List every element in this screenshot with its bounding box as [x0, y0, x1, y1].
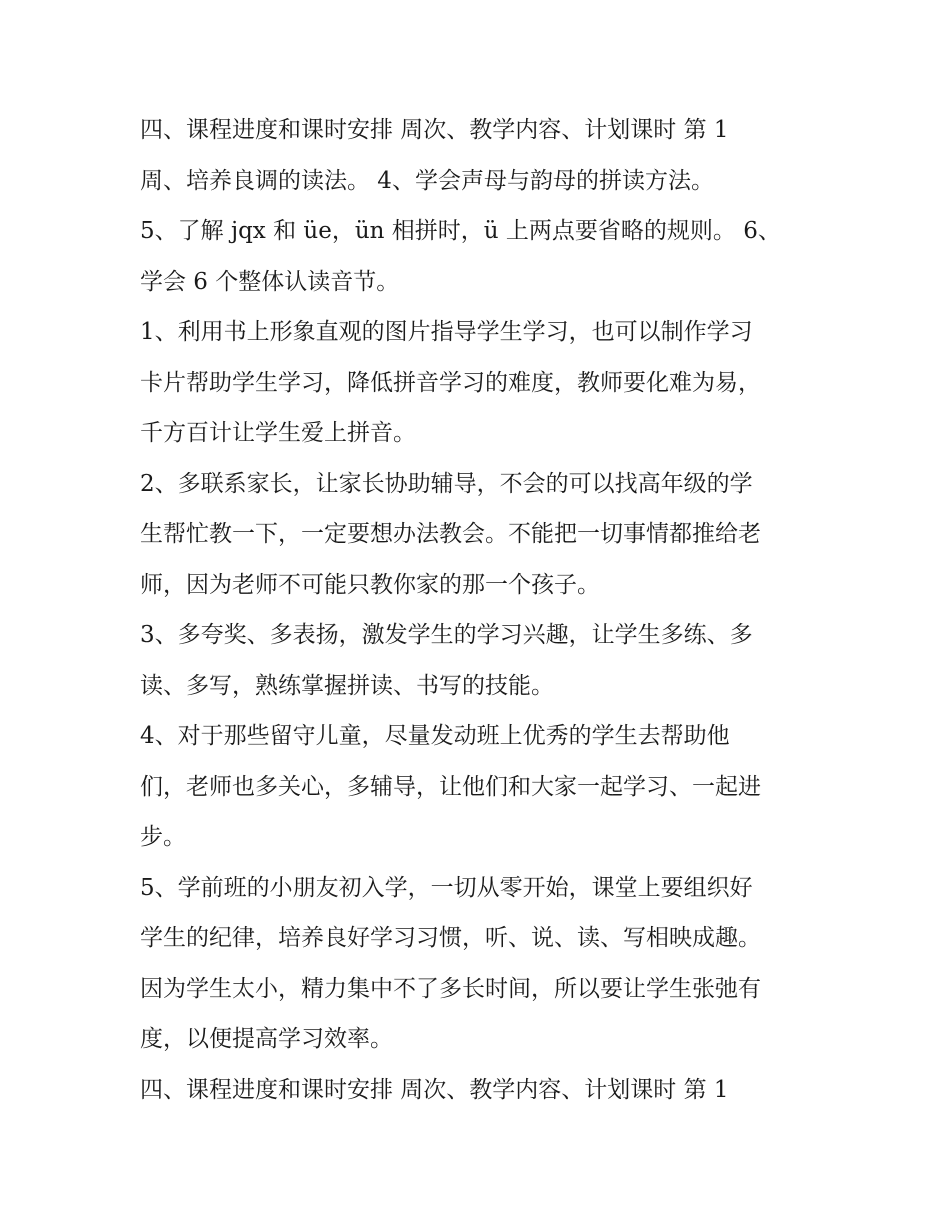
text-line-17: 学生的纪律，培养良好学习习惯，听、说、读、写相映成趣。: [140, 925, 761, 951]
text-line-2: 周、培养良调的读法。 4、学会声母与韵母的拼读方法。: [140, 168, 714, 194]
text-line-13: 4、对于那些留守儿童，尽量发动班上优秀的学生去帮助他: [140, 723, 730, 749]
text-line-4: 学会 6 个整体认读音节。: [140, 269, 400, 295]
text-line-3: 5、了解 jqx 和 üe，ün 相拼时，ü 上两点要省略的规则。 6、: [140, 218, 781, 244]
text-line-11: 3、多夸奖、多表扬，激发学生的学习兴趣，让学生多练、多: [140, 622, 753, 648]
text-line-14: 们，老师也多关心，多辅导，让他们和大家一起学习、一起进: [140, 774, 761, 800]
text-line-19: 度，以便提高学习效率。: [140, 1026, 393, 1052]
text-line-18: 因为学生太小，精力集中不了多长时间，所以要让学生张弛有: [140, 976, 761, 1002]
text-line-12: 读、多写，熟练掌握拼读、书写的技能。: [140, 673, 554, 699]
text-line-9: 生帮忙教一下，一定要想办法教会。不能把一切事情都推给老: [140, 521, 761, 547]
text-line-16: 5、学前班的小朋友初入学，一切从零开始，课堂上要组织好: [140, 875, 753, 901]
text-line-20: 四、课程进度和课时安排 周次、教学内容、计划课时 第 1: [140, 1077, 729, 1103]
text-line-1: 四、课程进度和课时安排 周次、教学内容、计划课时 第 1: [140, 117, 729, 143]
text-line-5: 1、利用书上形象直观的图片指导学生学习，也可以制作学习: [140, 319, 753, 345]
text-line-10: 师，因为老师不可能只教你家的那一个孩子。: [140, 572, 600, 598]
text-line-15: 步。: [140, 824, 186, 850]
text-line-6: 卡片帮助学生学习，降低拼音学习的难度，教师要化难为易，: [140, 370, 761, 396]
text-line-8: 2、多联系家长，让家长协助辅导，不会的可以找高年级的学: [140, 471, 753, 497]
text-line-7: 千方百计让学生爱上拼音。: [140, 420, 416, 446]
